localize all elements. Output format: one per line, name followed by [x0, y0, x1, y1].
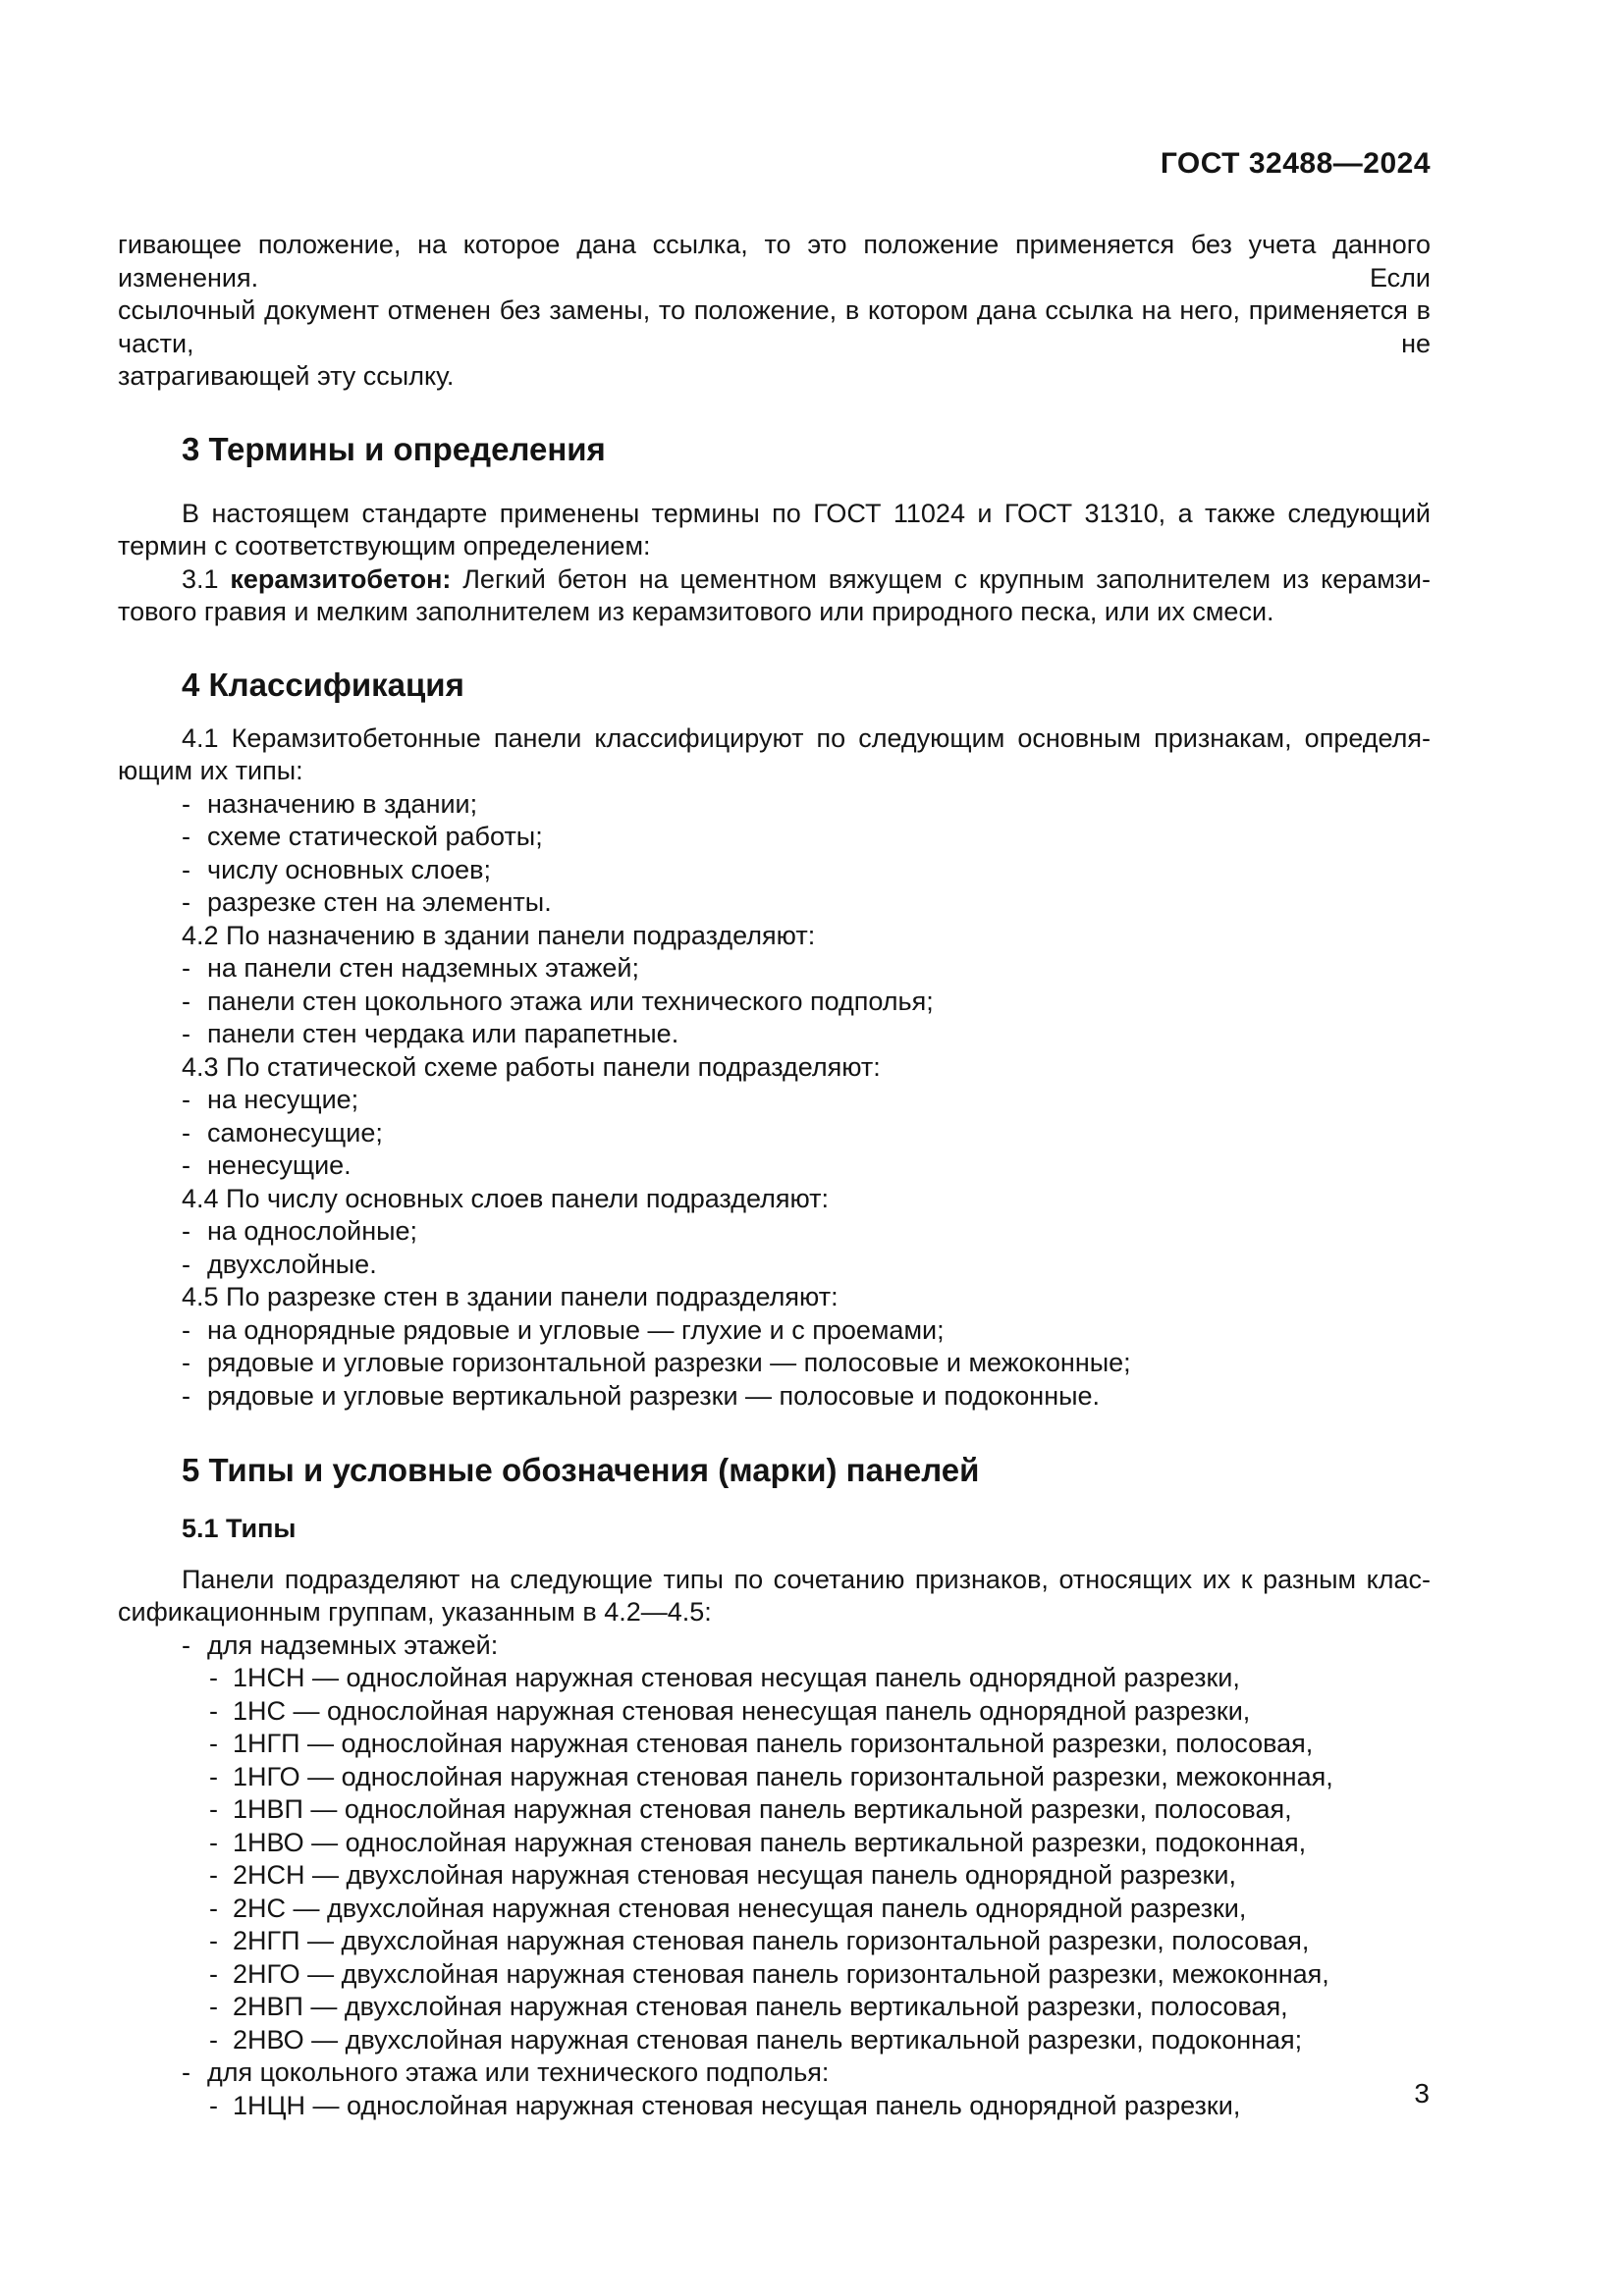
list-item-text: на однослойные;	[207, 1216, 418, 1246]
list-item-text: панели стен чердака или парапетные.	[207, 1019, 679, 1048]
list-dash: -	[182, 788, 190, 819]
list-item-text: для цокольного этажа или технического подполья:	[207, 2057, 830, 2087]
list-item-text: 1НВО — однослойная наружная стеновая панель вертикальной разрезки, подоконная,	[233, 1827, 1307, 1857]
list-dash: -	[182, 822, 190, 851]
paragraph-line: 4.1 Керамзитобетонные панели классифицируют по следующим основным признакам, определя-	[182, 722, 1431, 753]
list-dash: -	[182, 1150, 190, 1180]
panel-type-item	[118, 2090, 1431, 2123]
list-item-text: панели стен цокольного этажа или технического подполья;	[207, 986, 934, 1016]
panel-type-item	[118, 1925, 1431, 1958]
list-item-text: назначению в здании;	[207, 788, 478, 819]
list-item-text: ненесущие.	[207, 1150, 352, 1180]
clause-4-1-paragraph	[118, 722, 1431, 788]
panel-type-item	[118, 1728, 1431, 1761]
list-item	[118, 1018, 1431, 1051]
list-dash: -	[182, 887, 190, 917]
term-name: керамзитобетон:	[230, 563, 452, 594]
list-dash: -	[209, 2090, 218, 2120]
paragraph-line: термин с соответствующим определением:	[118, 531, 651, 561]
paragraph-line: В настоящем стандарте применены термины по ГОСТ 11024 и ГОСТ 31310, а также следующий	[182, 498, 1431, 528]
list-item-text: 2НГО — двухслойная наружная стеновая панель горизонтальной разрезки, межоконная,	[233, 1958, 1329, 1989]
list-item-text: двухслойные.	[207, 1249, 377, 1279]
paragraph-line: ссылочный документ отменен без замены, то положение, в котором дана ссылка на него, применяется в части, не	[118, 295, 1431, 358]
list-dash: -	[182, 1249, 190, 1279]
term-definition-paragraph	[118, 563, 1431, 629]
list-item	[118, 1149, 1431, 1183]
panel-type-item	[118, 1695, 1431, 1729]
list-item-text: 1НЦН — однослойная наружная стеновая несущая панель однорядной разрезки,	[233, 2090, 1241, 2120]
list-dash: -	[182, 1117, 190, 1148]
list-dash: -	[182, 1348, 190, 1377]
list-dash: -	[209, 1958, 218, 1989]
clause-4-4-paragraph: 4.4 По числу основных слоев панели подразделяют:	[182, 1183, 829, 1213]
list-dash: -	[209, 1860, 218, 1890]
list-item-text: разрезке стен на элементы.	[207, 887, 552, 917]
list-item-text: рядовые и угловые горизонтальной разрезки — полосовые и межоконные;	[207, 1348, 1131, 1377]
list-dash: -	[209, 2024, 218, 2055]
list-item-text: 2НВП — двухслойная наружная стеновая панель вертикальной разрезки, полосовая,	[233, 1992, 1288, 2021]
list-item-text: на однорядные рядовые и угловые — глухие и с проемами;	[207, 1314, 945, 1345]
list-dash: -	[209, 1992, 218, 2021]
list-item	[118, 1380, 1431, 1414]
list-item-text: 1НС — однослойная наружная стеновая ненесущая панель однорядной разрезки,	[233, 1695, 1251, 1726]
list-dash: -	[209, 1926, 218, 1955]
term-line: тового гравия и мелким заполнителем из керамзитового или природного песка, или их смеси.	[118, 597, 1274, 626]
list-dash: -	[209, 1794, 218, 1824]
paragraph-line: Панели подразделяют на следующие типы по сочетанию признаков, относящих их к разным клас-	[182, 1564, 1431, 1594]
list-dash: -	[182, 1314, 190, 1345]
paragraph-line: сификационным группам, указанным в 4.2—4.5:	[118, 1597, 712, 1627]
list-item-text: 1НГП — однослойная наружная стеновая панель горизонтальной разрезки, полосовая,	[233, 1729, 1314, 1758]
panel-group-label	[118, 2056, 1431, 2090]
list-item-text: 2НС — двухслойная наружная стеновая ненесущая панель однорядной разрезки,	[233, 1893, 1247, 1923]
list-dash: -	[182, 1380, 190, 1411]
list-item	[118, 1249, 1431, 1282]
clause-5-1-heading: 5.1 Типы	[182, 1514, 297, 1543]
document-body	[118, 229, 1431, 2122]
paragraph-line: затрагивающей эту ссылку.	[118, 361, 455, 391]
section-5-heading: 5 Типы и условные обозначения (марки) панелей	[182, 1452, 980, 1488]
list-dash: -	[182, 1085, 190, 1114]
list-item	[118, 1314, 1431, 1348]
list-dash: -	[182, 1019, 190, 1048]
list-item-text: схеме статической работы;	[207, 822, 543, 851]
term-line	[118, 563, 1431, 597]
list-item-text: 2НГП — двухслойная наружная стеновая панель горизонтальной разрезки, полосовая,	[233, 1926, 1310, 1955]
list-item-text: 1НСН — однослойная наружная стеновая несущая панель однорядной разрезки,	[233, 1663, 1240, 1692]
list-item	[118, 788, 1431, 822]
list-item-text: 2НВО — двухслойная наружная стеновая панель вертикальной разрезки, подоконная;	[233, 2024, 1303, 2055]
list-dash: -	[209, 1729, 218, 1758]
list-item-text: на несущие;	[207, 1085, 359, 1114]
list-item	[118, 1215, 1431, 1249]
panel-type-item	[118, 2024, 1431, 2057]
clause-4-3-paragraph: 4.3 По статической схеме работы панели подразделяют:	[182, 1051, 881, 1082]
list-dash: -	[182, 1216, 190, 1246]
paragraph-line: ющим их типы:	[118, 756, 303, 785]
page-number: 3	[1414, 2078, 1430, 2109]
list-item-text: 1НГО — однослойная наружная стеновая панель горизонтальной разрезки, межоконная,	[233, 1761, 1333, 1791]
section-3-heading: 3 Термины и определения	[182, 430, 606, 467]
term-definition: Легкий бетон на цементном вяжущем с крупным заполнителем из керамзи-	[451, 563, 1431, 594]
list-item	[118, 1117, 1431, 1150]
panel-type-item	[118, 1761, 1431, 1794]
document-code: ГОСТ 32488—2024	[1160, 147, 1431, 180]
list-dash: -	[209, 1663, 218, 1692]
panel-type-item	[118, 1958, 1431, 1992]
term-number: 3.1	[182, 563, 231, 594]
section-4-heading: 4 Классификация	[182, 666, 464, 703]
list-item-text: самонесущие;	[207, 1117, 383, 1148]
clause-4-2-paragraph: 4.2 По назначению в здании панели подразделяют:	[182, 920, 816, 950]
list-item-text: на панели стен надземных этажей;	[207, 953, 640, 983]
list-dash: -	[209, 1695, 218, 1726]
list-item-text: 1НВП — однослойная наружная стеновая панель вертикальной разрезки, полосовая,	[233, 1794, 1292, 1824]
list-dash: -	[209, 1827, 218, 1857]
list-item	[118, 1347, 1431, 1380]
panel-type-item	[118, 1827, 1431, 1860]
panel-type-item	[118, 1859, 1431, 1893]
list-dash: -	[182, 1629, 190, 1660]
list-item	[118, 886, 1431, 920]
section-3-paragraph	[118, 498, 1431, 563]
list-item-text: для надземных этажей:	[207, 1629, 499, 1660]
intro-paragraph	[118, 229, 1431, 394]
list-item	[118, 986, 1431, 1019]
list-dash: -	[209, 1893, 218, 1923]
panel-type-item	[118, 1793, 1431, 1827]
list-dash: -	[182, 986, 190, 1016]
list-item	[118, 1084, 1431, 1117]
panel-group-label	[118, 1629, 1431, 1663]
list-item-text: числу основных слоев;	[207, 854, 491, 884]
list-item	[118, 854, 1431, 887]
list-dash: -	[182, 854, 190, 884]
list-dash: -	[182, 2057, 190, 2087]
list-item	[118, 952, 1431, 986]
list-item	[118, 821, 1431, 854]
clause-4-5-paragraph: 4.5 По разрезке стен в здании панели подразделяют:	[182, 1282, 839, 1311]
list-item-text: рядовые и угловые вертикальной разрезки — полосовые и подоконные.	[207, 1380, 1101, 1411]
list-dash: -	[182, 953, 190, 983]
panel-type-item	[118, 1662, 1431, 1695]
list-item-text: 2НСН — двухслойная наружная стеновая несущая панель однорядной разрезки,	[233, 1860, 1236, 1890]
panel-type-item	[118, 1893, 1431, 1926]
clause-5-1-paragraph	[118, 1564, 1431, 1629]
panel-type-item	[118, 1991, 1431, 2024]
list-dash: -	[209, 1761, 218, 1791]
paragraph-line: гивающее положение, на которое дана ссылка, то это положение применяется без учета данного изменения. Если	[118, 230, 1431, 293]
